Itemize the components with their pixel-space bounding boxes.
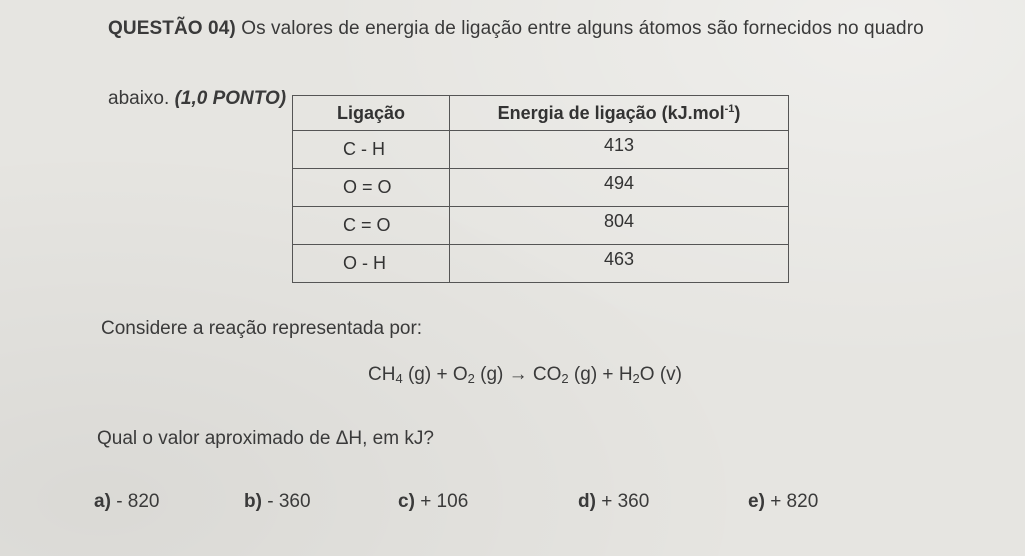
- option-value: - 820: [116, 491, 160, 512]
- bond-cell: C = O: [293, 207, 450, 245]
- question-points: (1,0 PONTO): [174, 88, 287, 109]
- option-c[interactable]: [398, 491, 468, 513]
- option-value: - 360: [267, 491, 311, 512]
- option-value: + 820: [770, 491, 819, 512]
- option-b[interactable]: [244, 491, 311, 513]
- energy-cell: 494: [450, 169, 789, 207]
- bond-cell: C - H: [293, 131, 450, 169]
- reaction-intro: Considere a reação representada por:: [101, 318, 423, 339]
- question-statement: [108, 18, 924, 40]
- question-text-line2: abaixo.: [108, 88, 170, 109]
- option-letter: e): [748, 491, 765, 512]
- option-letter: a): [94, 491, 111, 512]
- option-value: + 360: [601, 491, 650, 512]
- header-bond: Ligação: [293, 96, 450, 131]
- table-row: [293, 245, 789, 283]
- table-header-row: [293, 96, 789, 131]
- bond-cell: O - H: [293, 245, 450, 283]
- option-letter: c): [398, 491, 415, 512]
- bond-energy-table: [292, 95, 789, 283]
- header-energy: Energia de ligação (kJ.mol$^{-1}$): [450, 96, 789, 131]
- option-letter: b): [244, 491, 262, 512]
- table-row: [293, 131, 789, 169]
- question-number: QUESTÃO 04): [108, 18, 236, 39]
- question-text-line1: Os valores de energia de ligação entre alguns átomos são fornecidos no quadro: [241, 18, 924, 39]
- energy-cell: 463: [450, 245, 789, 283]
- option-value: + 106: [420, 491, 469, 512]
- option-d[interactable]: [578, 491, 649, 513]
- table-row: [293, 169, 789, 207]
- option-letter: d): [578, 491, 596, 512]
- energy-cell: 804: [450, 207, 789, 245]
- chemical-equation: $CH_4$ $(g) + O_2$ $(g) \to CO_2$ $(g) + H_2O$ (v): [368, 364, 682, 386]
- table-row: [293, 207, 789, 245]
- energy-cell: 413: [450, 131, 789, 169]
- question-prompt: Qual o valor aproximado de ΔH, em kJ?: [97, 428, 434, 449]
- question-statement-continued: [108, 88, 286, 110]
- option-a[interactable]: [94, 491, 160, 513]
- bond-cell: O = O: [293, 169, 450, 207]
- option-e[interactable]: [748, 491, 818, 513]
